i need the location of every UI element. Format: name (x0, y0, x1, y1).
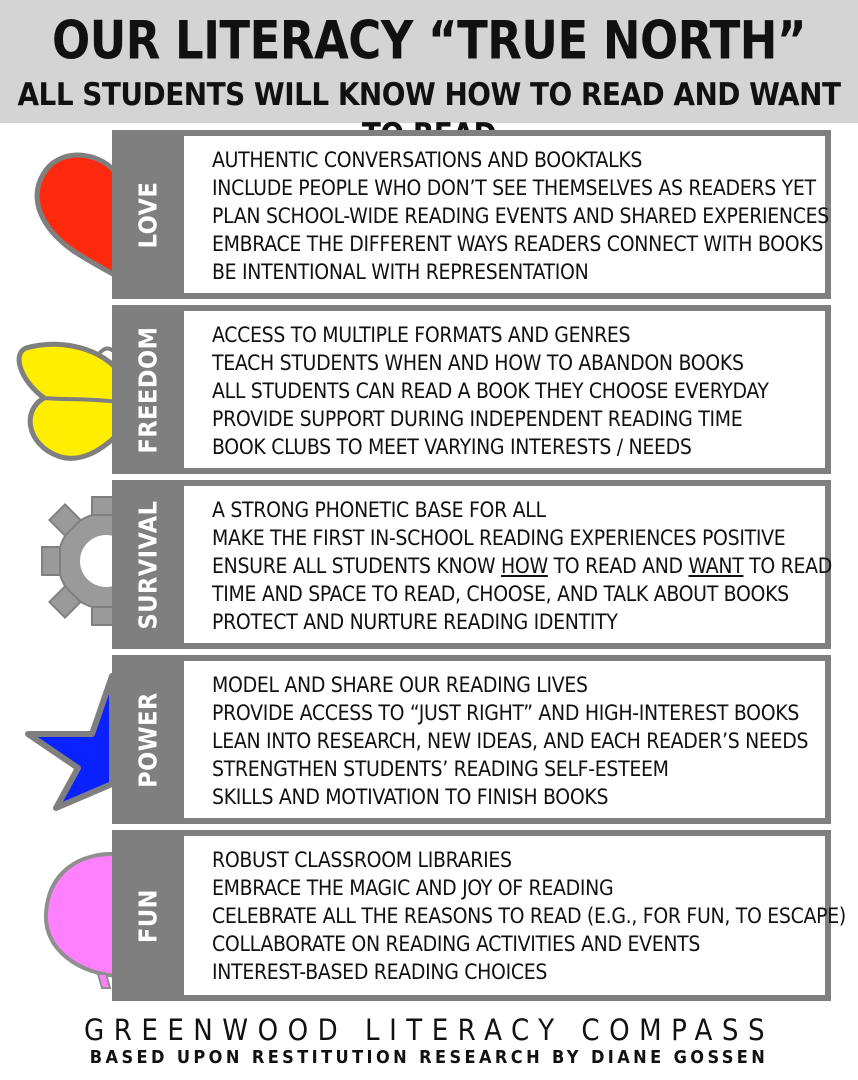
list-item: MODEL AND SHARE OUR READING LIVES (212, 673, 588, 697)
section-love (112, 130, 831, 299)
section-label: LOVE (133, 181, 163, 248)
list-item: COLLABORATE ON READING ACTIVITIES AND EVENTS (212, 932, 701, 956)
list-item: INCLUDE PEOPLE WHO DON’T SEE THEMSELVES AS READERS YET (212, 176, 816, 200)
heart-icon (32, 150, 122, 280)
list-item: CELEBRATE ALL THE REASONS TO READ (E.G., FOR FUN, TO ESCAPE) (212, 904, 846, 928)
list-item: INTEREST-BASED READING CHOICES (212, 960, 548, 984)
footer-subtitle: BASED UPON RESTITUTION RESEARCH BY DIANE GOSSEN (89, 1047, 769, 1068)
balloon-icon (40, 852, 120, 992)
list-item: ACCESS TO MULTIPLE FORMATS AND GENRES (212, 323, 631, 347)
list-item: TIME AND SPACE TO READ, CHOOSE, AND TALK ABOUT BOOKS (212, 582, 789, 606)
list-item: TEACH STUDENTS WHEN AND HOW TO ABANDON BOOKS (212, 351, 744, 375)
list-item: SKILLS AND MOTIVATION TO FINISH BOOKS (212, 785, 609, 809)
list-item: BE INTENTIONAL WITH REPRESENTATION (212, 260, 589, 284)
list-item: PLAN SCHOOL-WIDE READING EVENTS AND SHARED EXPERIENCES (212, 204, 829, 228)
section-card (184, 486, 832, 643)
page-title: OUR LITERACY “TRUE NORTH” (51, 10, 807, 72)
list-item: ROBUST CLASSROOM LIBRARIES (212, 848, 512, 872)
list-item: EMBRACE THE DIFFERENT WAYS READERS CONNECT WITH BOOKS (212, 232, 824, 256)
section-fun (112, 830, 846, 1001)
list-item: PROTECT AND NURTURE READING IDENTITY (212, 610, 618, 634)
section-label: FREEDOM (133, 325, 163, 454)
list-item: A STRONG PHONETIC BASE FOR ALL (212, 498, 546, 522)
section-label: POWER (133, 691, 163, 788)
section-card (184, 311, 825, 468)
section-label: SURVIVAL (133, 500, 163, 629)
list-item: PROVIDE ACCESS TO “JUST RIGHT” AND HIGH-INTEREST BOOKS (212, 701, 800, 725)
section-label: FUN (133, 888, 163, 943)
butterfly-icon (14, 340, 124, 465)
list-item: LEAN INTO RESEARCH, NEW IDEAS, AND EACH READER’S NEEDS (212, 729, 809, 753)
page-subtitle: ALL STUDENTS WILL KNOW HOW TO READ AND WANT (17, 77, 841, 113)
section-card (184, 136, 829, 293)
list-item: ENSURE ALL STUDENTS KNOW HOW TO READ AND WANT TO READ (212, 554, 832, 578)
section-label-tab (112, 655, 184, 824)
section-card (184, 661, 825, 818)
footer-title: GREENWOOD LITERACY COMPASS (83, 1013, 775, 1047)
section-label-tab (112, 830, 184, 1001)
list-item: MAKE THE FIRST IN-SCHOOL READING EXPERIENCES POSITIVE (212, 526, 786, 550)
section-label-tab (112, 130, 184, 299)
list-item: EMBRACE THE MAGIC AND JOY OF READING (212, 876, 614, 900)
section-card (184, 836, 846, 995)
section-label-tab (112, 480, 184, 649)
list-item: ALL STUDENTS CAN READ A BOOK THEY CHOOSE EVERYDAY (212, 379, 769, 403)
section-power (112, 655, 831, 824)
list-item: STRENGTHEN STUDENTS’ READING SELF-ESTEEM (212, 757, 669, 781)
list-item: BOOK CLUBS TO MEET VARYING INTERESTS / NEEDS (212, 435, 692, 459)
list-item: AUTHENTIC CONVERSATIONS AND BOOKTALKS (212, 148, 643, 172)
list-item: PROVIDE SUPPORT DURING INDEPENDENT READING TIME (212, 407, 743, 431)
section-freedom (112, 305, 831, 474)
section-label-tab (112, 305, 184, 474)
section-survival (112, 480, 831, 649)
